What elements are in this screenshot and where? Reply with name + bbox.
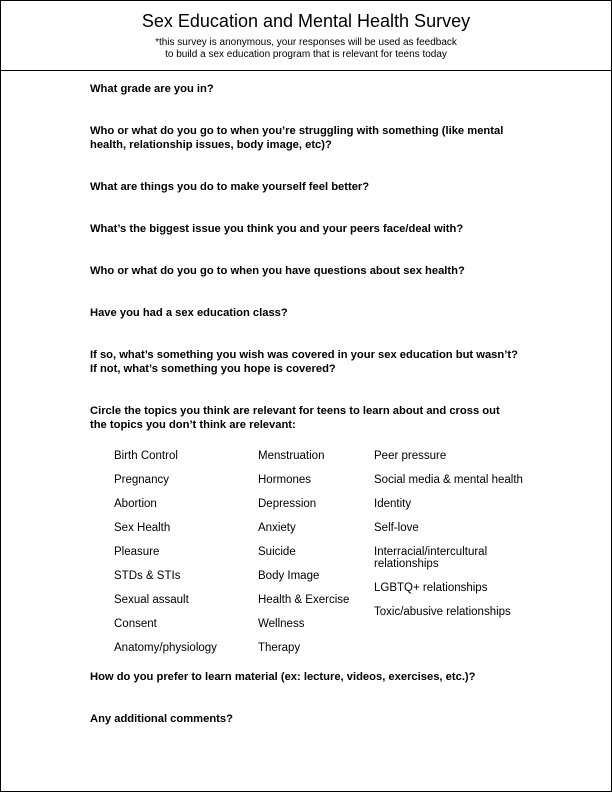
topic-self-love[interactable]: Self-love xyxy=(374,522,419,534)
topic-identity[interactable]: Identity xyxy=(374,498,412,510)
topic-abortion[interactable]: Abortion xyxy=(114,498,157,510)
topic-birth-control[interactable]: Birth Control xyxy=(114,450,178,462)
question-grade: What grade are you in? xyxy=(90,83,214,95)
question-support-line-2: health, relationship issues, body image, etc)? xyxy=(90,139,332,151)
topic-suicide[interactable]: Suicide xyxy=(258,546,296,558)
topic-pregnancy[interactable]: Pregnancy xyxy=(114,474,169,486)
topic-anxiety[interactable]: Anxiety xyxy=(258,522,296,534)
topic-hormones[interactable]: Hormones xyxy=(258,474,312,486)
question-support-line-1: Who or what do you go to when you’re struggling with something (like mental xyxy=(90,125,504,137)
topic-health-exercise[interactable]: Health & Exercise xyxy=(258,594,350,606)
topic-stds-stis[interactable]: STDs & STIs xyxy=(114,570,181,582)
topic-sexual-assault[interactable]: Sexual assault xyxy=(114,594,189,606)
topic-depression[interactable]: Depression xyxy=(258,498,317,510)
question-learning-preference: How do you prefer to learn material (ex: lecture, videos, exercises, etc.)? xyxy=(90,671,476,683)
question-circle-topics-line-1: Circle the topics you think are relevant for teens to learn about and cross out xyxy=(90,405,500,417)
question-sex-health: Who or what do you go to when you have questions about sex health? xyxy=(90,265,465,277)
question-had-class: Have you had a sex education class? xyxy=(90,307,288,319)
question-feel-better: What are things you do to make yourself feel better? xyxy=(90,181,370,193)
topic-lgbtq-relationships[interactable]: LGBTQ+ relationships xyxy=(374,582,488,594)
topic-toxic-abusive-relationships[interactable]: Toxic/abusive relationships xyxy=(374,606,511,618)
topic-interracial-intercultural-relationships[interactable]: Interracial/intercultural relationships xyxy=(374,546,488,570)
survey-subtitle xyxy=(0,37,612,61)
question-biggest-issue: What’s the biggest issue you think you and your peers face/deal with? xyxy=(90,223,464,235)
topic-menstruation[interactable]: Menstruation xyxy=(258,450,325,462)
survey-header xyxy=(0,0,612,71)
question-circle-topics-line-2: the topics you don’t think are relevant: xyxy=(90,419,296,431)
survey-title: Sex Education and Mental Health Survey xyxy=(141,11,471,31)
topic-sex-health[interactable]: Sex Health xyxy=(114,522,171,534)
question-additional-comments: Any additional comments? xyxy=(90,713,233,725)
subtitle-line-2: to build a sex education program that is relevant for teens today xyxy=(165,49,447,60)
topic-anatomy-physiology[interactable]: Anatomy/physiology xyxy=(114,642,217,654)
question-wish-covered-line-1: If so, what’s something you wish was covered in your sex education but wasn’t? xyxy=(90,349,518,361)
topic-wellness[interactable]: Wellness xyxy=(258,618,305,630)
question-wish-covered-line-2: If not, what’s something you hope is covered? xyxy=(90,363,336,375)
question-circle-topics xyxy=(90,404,530,432)
topic-peer-pressure[interactable]: Peer pressure xyxy=(374,450,447,462)
topic-body-image[interactable]: Body Image xyxy=(258,570,320,582)
topic-pleasure[interactable]: Pleasure xyxy=(114,546,160,558)
topic-therapy[interactable]: Therapy xyxy=(258,642,301,654)
question-support xyxy=(90,124,530,152)
topic-social-media-mental-health[interactable]: Social media & mental health xyxy=(374,474,523,486)
subtitle-line-1: *this survey is anonymous, your responses will be used as feedback xyxy=(155,37,457,48)
question-wish-covered xyxy=(90,348,530,376)
topic-consent[interactable]: Consent xyxy=(114,618,157,630)
